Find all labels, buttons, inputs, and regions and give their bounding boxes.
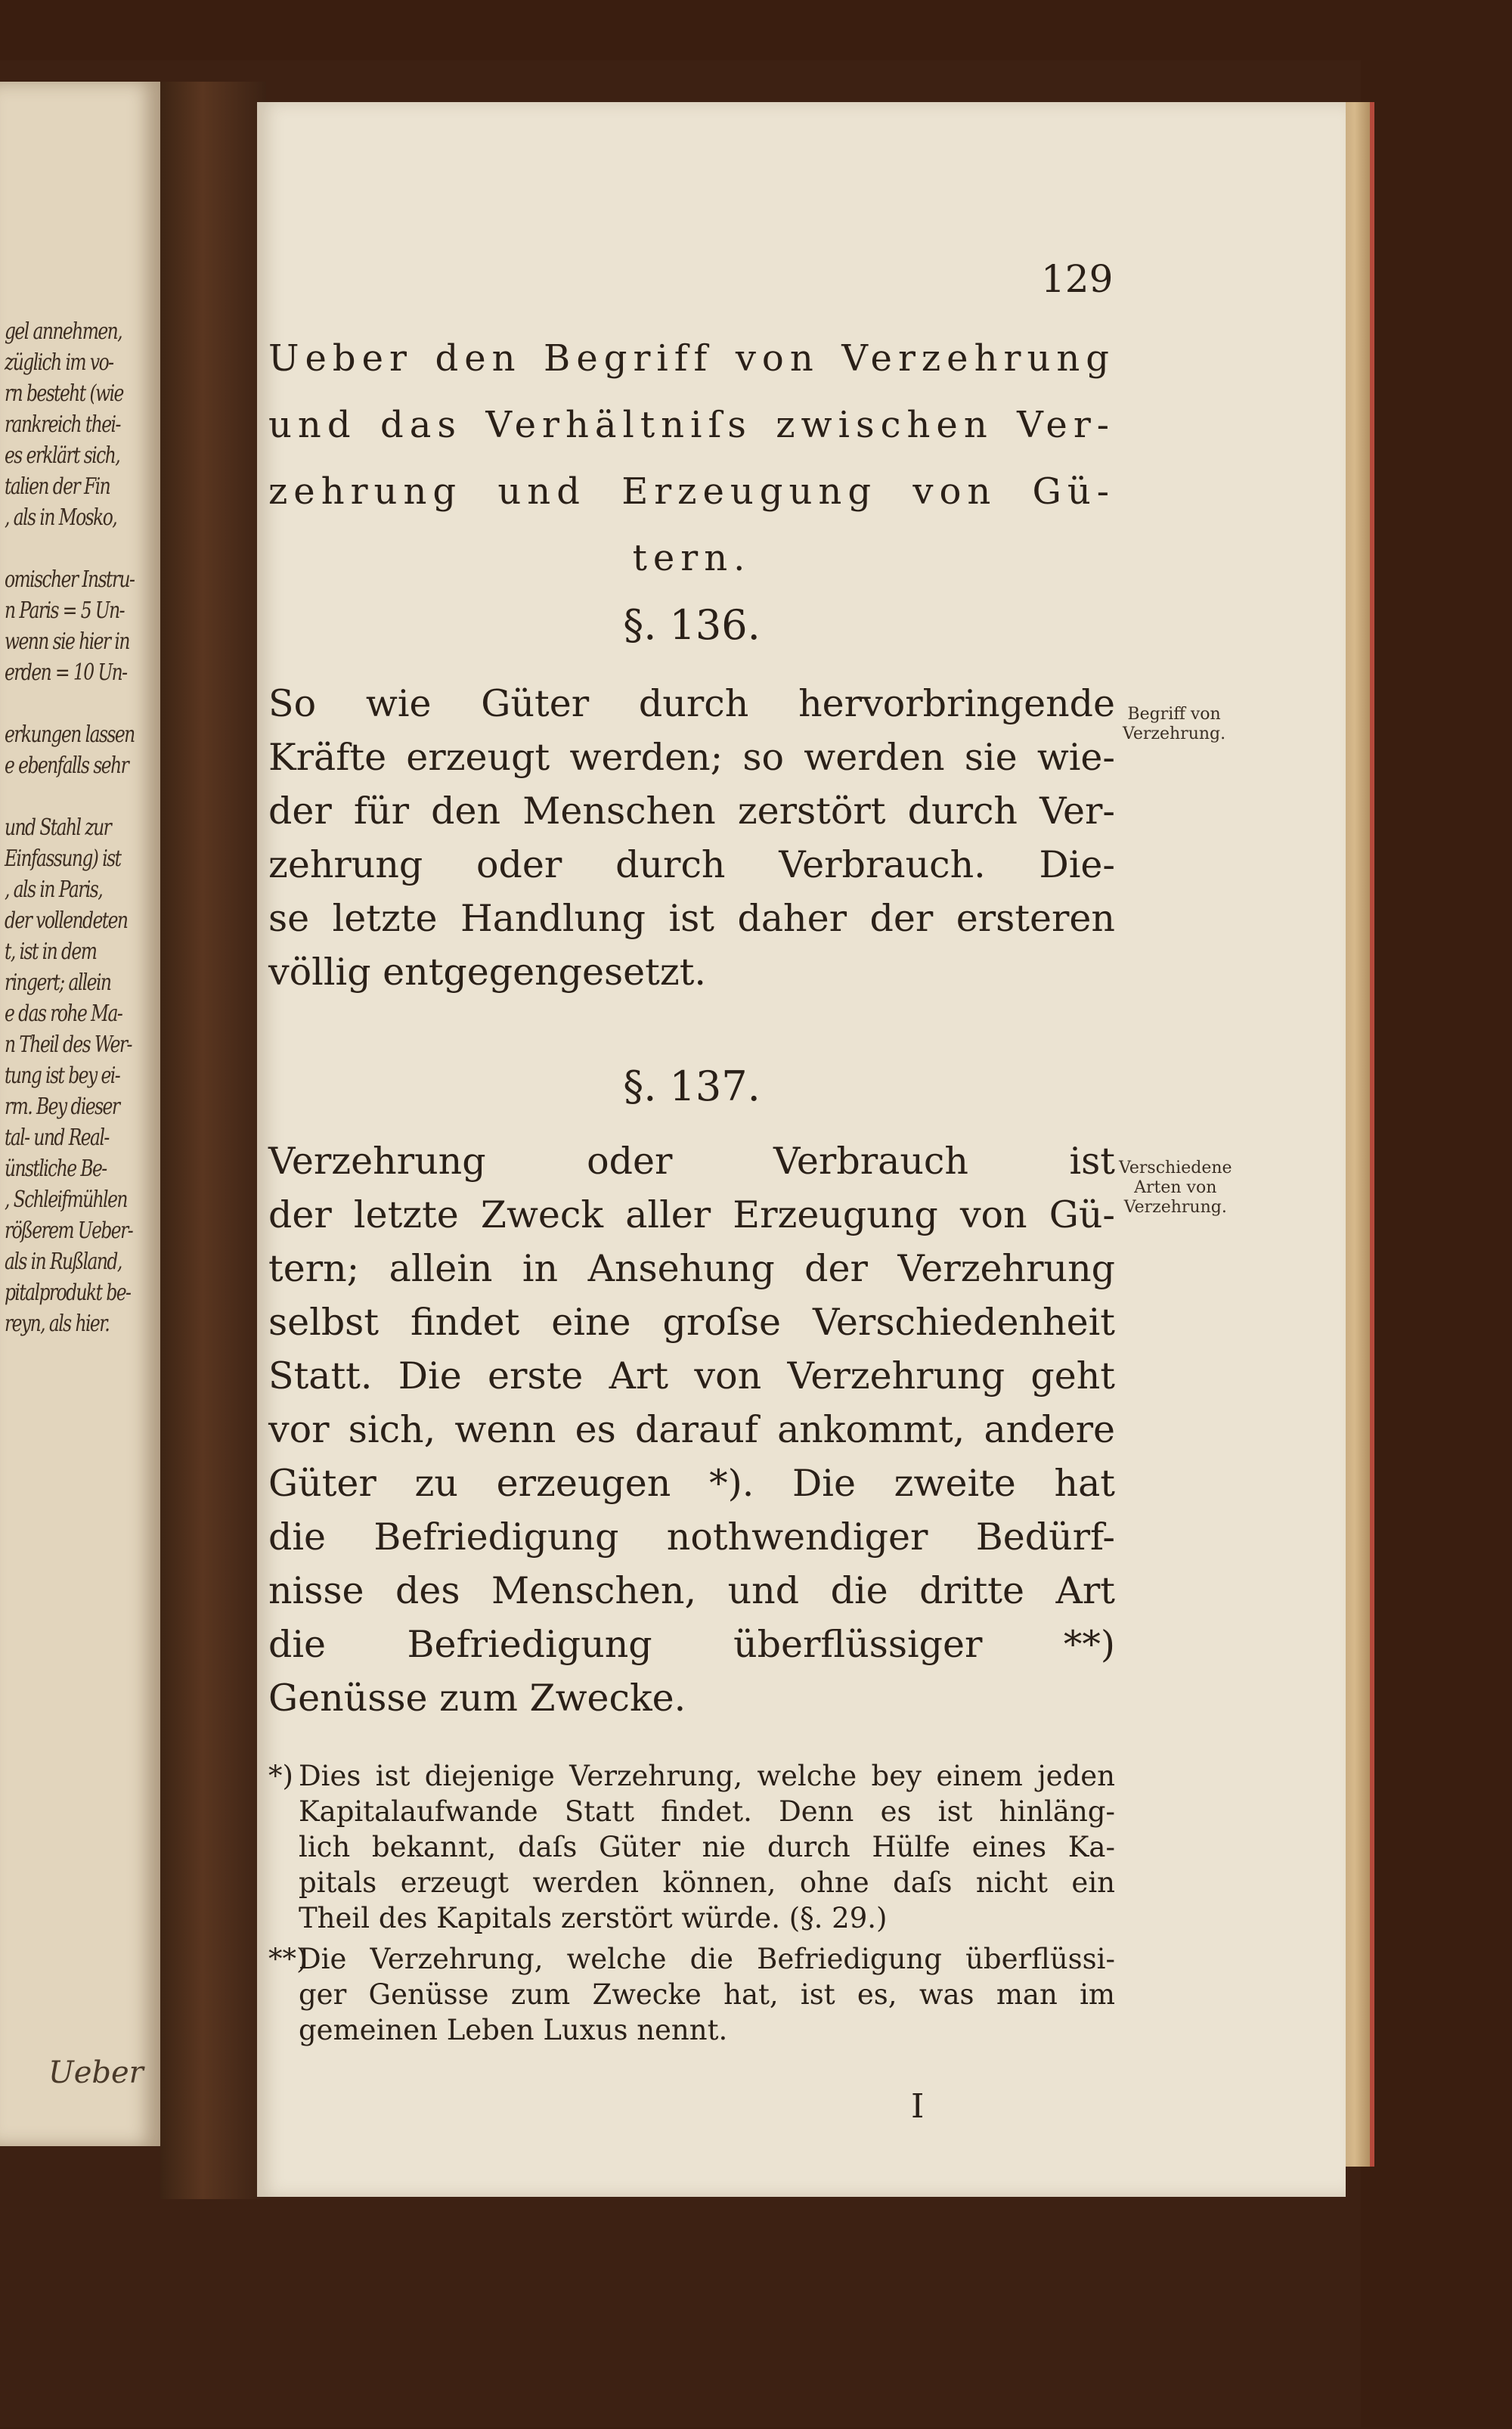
left-page-line: talien der Fin xyxy=(5,473,110,500)
text-line: tern; allein in Ansehung der Verzehrung xyxy=(268,1247,1115,1290)
left-page-line: gel annehmen, xyxy=(5,318,122,345)
text-line: Güter zu erzeugen *). Die zweite hat xyxy=(268,1462,1115,1505)
left-page-line: n Paris = 5 Un- xyxy=(5,597,124,624)
margin-note-line: Verschiedene xyxy=(1119,1159,1232,1177)
margin-note-line: Verzehrung. xyxy=(1123,724,1226,743)
left-page-catchword: Ueber xyxy=(48,2055,144,2090)
text-line: se letzte Handlung ist daher der ersteren xyxy=(268,897,1115,940)
left-page-line: erden = 10 Un- xyxy=(5,659,127,686)
left-page xyxy=(0,82,160,2146)
margin-note-line: Arten von xyxy=(1134,1178,1217,1197)
left-page-line xyxy=(5,781,122,812)
section-heading-137: §. 137. xyxy=(623,1062,761,1110)
footnote-line: lich bekannt, daſs Güter nie durch Hülfe eines Ka- xyxy=(299,1831,1115,1863)
page-number: 129 xyxy=(1041,257,1114,301)
footnote-line: *) Dies ist diejenige Verzehrung, welche bey einem jeden xyxy=(268,1760,1115,1792)
left-page-line: es erklärt sich, xyxy=(5,442,120,469)
text-line: der letzte Zweck aller Erzeugung von Gü- xyxy=(268,1193,1115,1236)
left-page-line: e das rohe Ma- xyxy=(5,1000,122,1027)
left-page-line: , als in Mosko, xyxy=(5,504,117,531)
left-page-line: , Schleifmühlen xyxy=(5,1187,127,1213)
text-line: nisse des Menschen, und die dritte Art xyxy=(268,1569,1115,1612)
footnote-line: pitals erzeugt werden können, ohne daſs nicht ein xyxy=(299,1866,1115,1899)
footnote-mark: **) xyxy=(268,1943,308,1975)
section-137-paragraph xyxy=(268,1134,1115,1725)
left-page-line: reyn, als hier. xyxy=(5,1311,110,1337)
margin-note-line: Verzehrung. xyxy=(1123,1198,1227,1217)
section-136-paragraph xyxy=(268,677,1115,999)
left-page-line: pitalprodukt be- xyxy=(5,1280,131,1306)
margin-note-137 xyxy=(1119,1159,1232,1218)
left-page-text xyxy=(5,316,135,1339)
footnote-line: Kapitalaufwande Statt findet. Denn es ist hinläng- xyxy=(299,1795,1115,1828)
text-line: So wie Güter durch hervorbringende xyxy=(268,682,1115,725)
text-line: Kräfte erzeugt werden; so werden sie wie- xyxy=(268,736,1115,779)
title-line: tern. xyxy=(632,537,751,579)
footnote-line: ger Genüsse zum Zwecke hat, ist es, was man im xyxy=(299,1978,1115,2011)
left-page-line xyxy=(5,533,122,564)
left-page-line: wenn sie hier in xyxy=(5,628,129,655)
text-line: die Befriedigung überflüssiger **) xyxy=(268,1623,1115,1666)
footnote-line: **)Die Verzehrung, welche die Befriedigung überflüssi- xyxy=(268,1943,1115,1975)
left-page-line: e ebenfalls sehr xyxy=(5,752,129,779)
left-page-line: rn besteht (wie xyxy=(5,380,123,407)
left-page-line: tung ist bey ei- xyxy=(5,1062,120,1089)
left-page-line: n Theil des Wer- xyxy=(5,1031,132,1058)
margin-note-136 xyxy=(1123,705,1225,744)
book-gutter xyxy=(160,82,266,2199)
title-line: zehrung und Erzeugung von Gü- xyxy=(268,470,1115,513)
left-page-line: erkungen lassen xyxy=(5,721,135,748)
margin-note-line: Begriff von xyxy=(1127,705,1221,724)
text-line: völlig entgegengesetzt. xyxy=(268,951,706,994)
text-line: die Befriedigung nothwendiger Bedürf- xyxy=(268,1515,1115,1559)
text-line: selbst findet eine groſse Verschiedenheit xyxy=(268,1301,1115,1344)
left-page-line: ringert; allein xyxy=(5,969,111,996)
text-line: der für den Menschen zerstört durch Ver- xyxy=(268,790,1115,833)
left-page-line: rankreich thei- xyxy=(5,411,120,438)
left-page-line: und Stahl zur xyxy=(5,814,111,841)
text-line: zehrung oder durch Verbrauch. Die- xyxy=(268,843,1115,886)
left-page-line xyxy=(5,688,122,719)
footnote-mark: *) xyxy=(268,1760,293,1792)
left-page-line: als in Rußland, xyxy=(5,1249,122,1275)
left-page-line: , als in Paris, xyxy=(5,876,103,903)
left-page-line: omischer Instru- xyxy=(5,566,135,593)
footnote-line: Theil des Kapitals zerstört würde. (§. 29.) xyxy=(299,1902,888,1934)
left-page-line: rößerem Ueber- xyxy=(5,1218,133,1244)
left-page-line: Einfassung) ist xyxy=(5,845,121,872)
left-page-line: züglich im vo- xyxy=(5,349,113,376)
title-line: und das Verhältniſs zwischen Ver- xyxy=(268,404,1115,446)
printer-signature: I xyxy=(911,2087,925,2126)
left-page-line: ünstliche Be- xyxy=(5,1156,107,1182)
footnote-1 xyxy=(268,1758,1115,1936)
title-line: Ueber den Begriff von Verzehrung xyxy=(268,337,1115,380)
left-page-line: tal- und Real- xyxy=(5,1125,109,1151)
left-page-line: der vollendeten xyxy=(5,907,128,934)
text-line: vor sich, wenn es darauf ankommt, andere xyxy=(268,1408,1115,1451)
chapter-title xyxy=(268,325,1115,591)
left-page-line: t, ist in dem xyxy=(5,938,97,965)
section-heading-136: §. 136. xyxy=(623,601,761,649)
text-line: Genüsse zum Zwecke. xyxy=(268,1677,686,1720)
left-page-line: rm. Bey dieser xyxy=(5,1094,119,1120)
text-line: Statt. Die erste Art von Verzehrung geht xyxy=(268,1354,1115,1398)
footnote-2 xyxy=(268,1941,1115,2048)
footnote-line: gemeinen Leben Luxus nennt. xyxy=(299,2014,728,2046)
text-line: Verzehrung oder Verbrauch ist xyxy=(268,1140,1115,1183)
